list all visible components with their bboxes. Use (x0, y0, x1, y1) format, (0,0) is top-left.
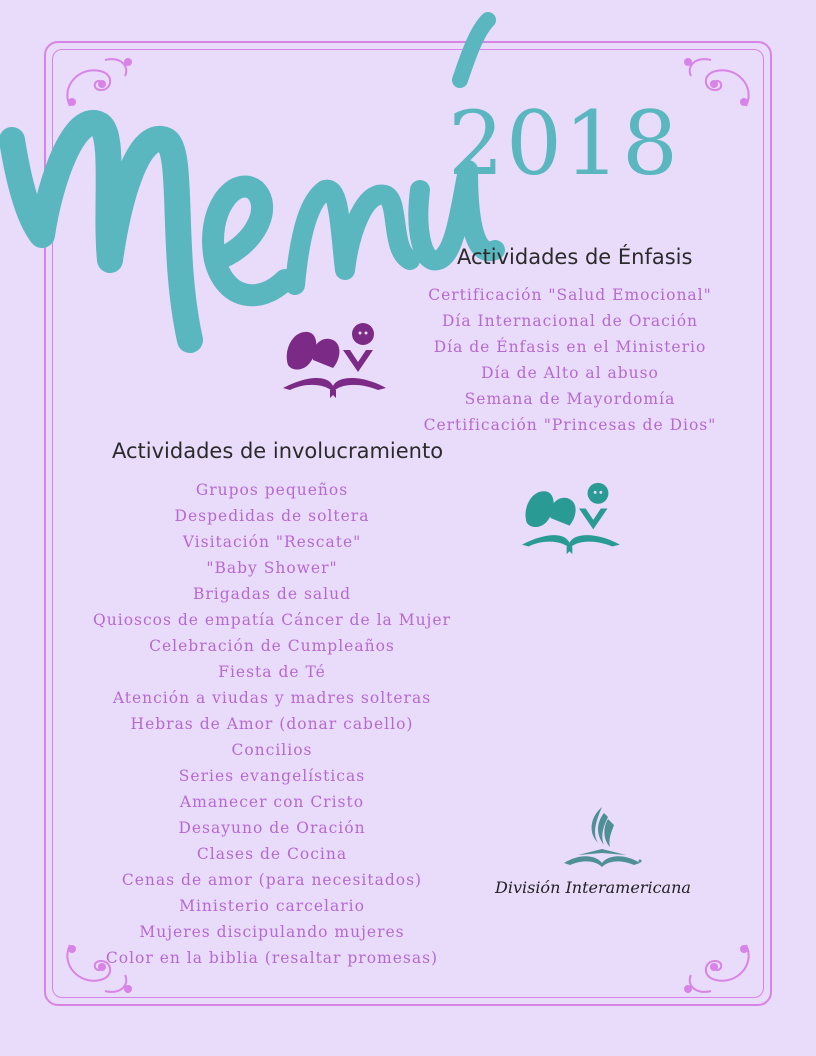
list-item: Día de Alto al abuso (481, 364, 659, 382)
list-item: Fiesta de Té (218, 663, 326, 681)
list-item: Certificación "Princesas de Dios" (423, 416, 717, 434)
list-item: Mujeres discipulando mujeres (139, 923, 405, 941)
emphasis-list (420, 282, 720, 438)
list-item: Ministerio carcelario (179, 897, 365, 915)
year-title: 2018 (448, 92, 680, 195)
list-item: Clases de Cocina (196, 845, 348, 863)
list-item: Despedidas de soltera (174, 507, 370, 525)
list-item: Semana de Mayordomía (464, 390, 676, 408)
flourish-corner-icon (676, 46, 766, 136)
list-item: Cenas de amor (para necesitados) (121, 871, 423, 889)
division-label: División Interamericana (495, 878, 691, 897)
list-item: Amanecer con Cristo (179, 793, 365, 811)
list-item: Día Internacional de Oración (441, 312, 699, 330)
list-item: Certificación "Salud Emocional" (428, 286, 712, 304)
womens-ministry-logo-purple-icon (278, 320, 388, 400)
list-item: Quioscos de empatía Cáncer de la Mujer (93, 611, 451, 629)
list-item: Series evangelísticas (178, 767, 366, 785)
list-item: Día de Énfasis en el Ministerio (433, 338, 707, 356)
list-item: Desayuno de Oración (178, 819, 366, 837)
list-item: Visitación "Rescate" (182, 533, 362, 551)
womens-ministry-logo-teal-icon (517, 480, 622, 556)
involvement-list (92, 477, 452, 971)
flourish-corner-icon (676, 915, 766, 1005)
emphasis-heading: Actividades de Énfasis (457, 245, 693, 269)
list-item: Color en la biblia (resaltar promesas) (105, 949, 439, 967)
list-item: Brigadas de salud (192, 585, 352, 603)
involvement-heading: Actividades de involucramiento (112, 439, 444, 463)
list-item: Atención a viudas y madres solteras (112, 689, 432, 707)
list-item: "Baby Shower" (206, 559, 338, 577)
list-item: Hebras de Amor (donar cabello) (130, 715, 414, 733)
list-item: Celebración de Cumpleaños (149, 637, 395, 655)
adventist-church-logo-icon (560, 805, 644, 875)
list-item: Grupos pequeños (195, 481, 349, 499)
list-item: Concilios (231, 741, 313, 759)
